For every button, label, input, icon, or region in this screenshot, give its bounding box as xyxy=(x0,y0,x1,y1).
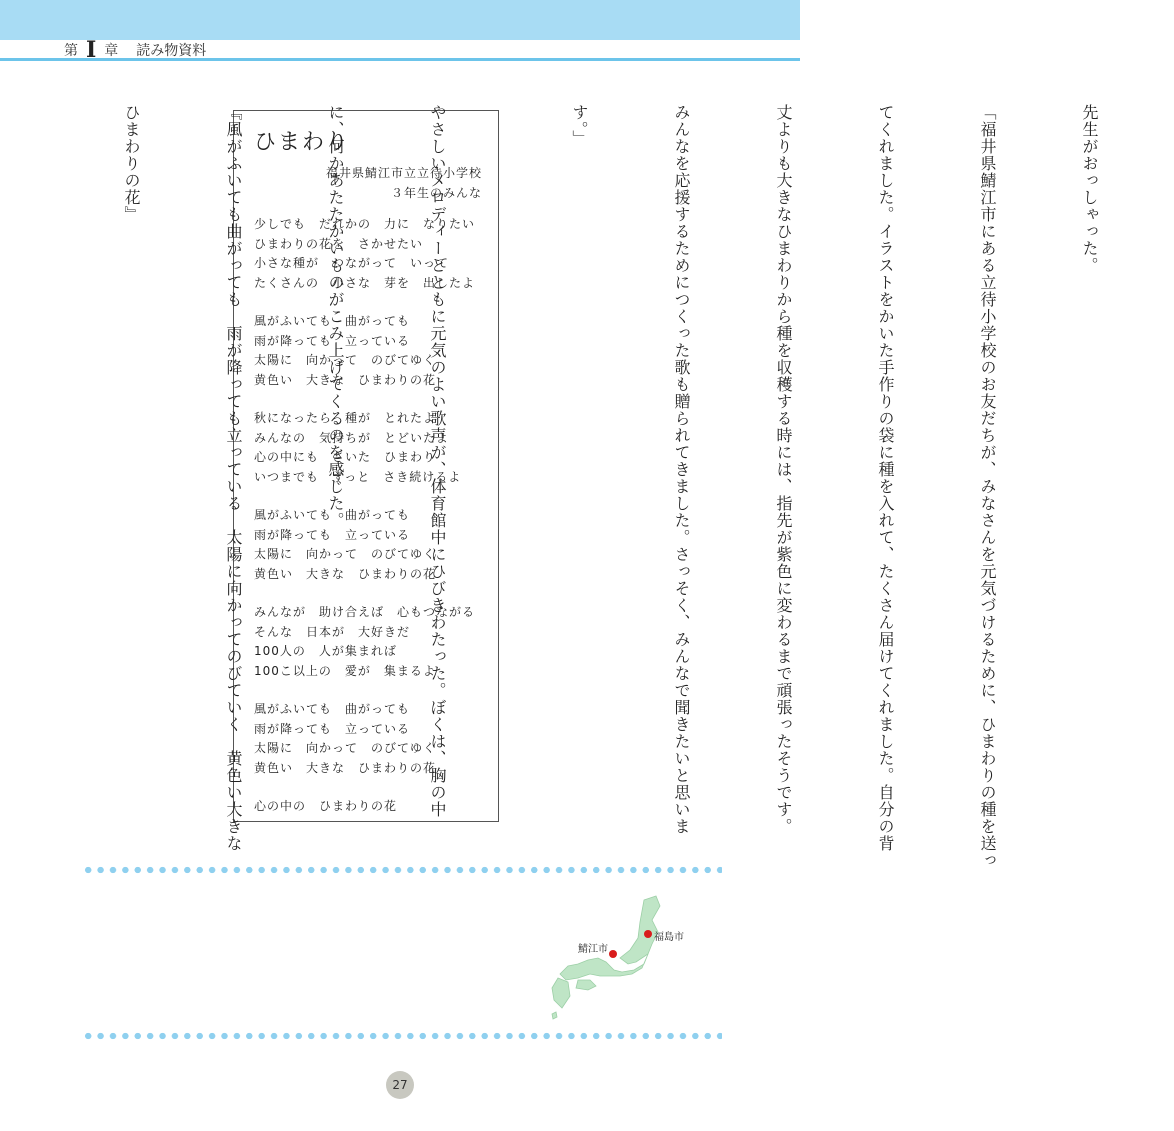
paragraph-line: ひまわりの花』 xyxy=(122,104,141,223)
poem-line: 黄色い 大きな ひまわりの花 xyxy=(254,566,437,581)
paragraph-line: に、何かあたたかいものがこみ上げてくるのを感じた。 xyxy=(326,104,345,529)
paragraph-line: てくれました。イラストをかいた手作りの袋に種を入れて、たくさん届けてくれました。自分の背 xyxy=(876,104,895,852)
poem-line: ひまわりの花を さかせたい xyxy=(254,236,424,251)
poem-line: いつまでも ずっと さき続けるよ xyxy=(254,469,462,484)
poem-line: 小さな種が つながって いって xyxy=(254,256,450,270)
japan-map xyxy=(548,892,718,1024)
paragraph-line: 先生がおっしゃった。 xyxy=(1080,104,1099,274)
poem-line: そんな 日本が 大好きだ xyxy=(254,624,411,639)
poem-line: みんなが 助け合えば 心もつながる xyxy=(254,605,476,619)
poem-line: 雨が降っても 立っている xyxy=(254,721,411,736)
poem-line: 風がふいても 曲がっても xyxy=(254,508,411,522)
poem-line: たくさんの 小さな 芽を 出したよ xyxy=(254,275,476,290)
paragraph-line: 『風がふいても曲がっても 雨が降っても立っている 太陽に向かってのびていく 黄色い大きな xyxy=(224,104,243,852)
section-title: 読み物資料 xyxy=(136,43,207,59)
paragraph-line: す。」 xyxy=(570,104,589,147)
poem-line: 黄色い 大きな ひまわりの花 xyxy=(254,372,437,387)
paragraph-line: 「福井県鯖江市にある立待小学校のお友だちが、みなさんを元気づけるために、ひまわりの種を送っ xyxy=(978,104,997,869)
sabae-marker xyxy=(609,950,617,958)
poem-line: 雨が降っても 立っている xyxy=(254,527,411,542)
poem-line: みんなの 気持ちが とどいたよ xyxy=(254,430,450,445)
poem-school: 福井県鯖江市立立待小学校 xyxy=(325,166,482,180)
poem-line: 100こ以上の 愛が 集まるよ xyxy=(254,663,436,678)
fukushima-label: 福島市 xyxy=(654,932,684,943)
dotted-divider-bottom xyxy=(82,1032,722,1040)
poem-line: 少しでも だれかの 力に なりたい xyxy=(254,217,476,231)
sabae-label: 鯖江市 xyxy=(578,944,608,955)
paragraph-line: 丈よりも大きなひまわりから種を収穫する時には、指先が紫色に変わるまで頑張ったそうです。 xyxy=(774,104,793,835)
story-text-left xyxy=(80,104,522,864)
poem-line: 100人の 人が集まれば xyxy=(254,644,397,658)
page-number: 27 xyxy=(386,1071,414,1099)
chapter-heading xyxy=(64,37,207,63)
poem-line: 黄色い 大きな ひまわりの花 xyxy=(254,760,437,775)
poem-line: 風がふいても 曲がっても xyxy=(254,314,411,328)
poem-line: 心の中の ひまわりの花 xyxy=(254,799,398,813)
fukushima-marker xyxy=(644,930,652,938)
poem-line: 心の中にも さいた ひまわり xyxy=(254,450,437,464)
poem-title: ひまわり xyxy=(254,130,351,155)
poem-line: 雨が降っても 立っている xyxy=(254,333,411,348)
chapter-prefix: 第 xyxy=(64,43,78,59)
poem-line: 太陽に 向かって のびてゆく xyxy=(254,741,437,755)
chapter-suffix: 章 xyxy=(104,43,119,59)
header-bar xyxy=(0,0,800,40)
poem-line: 風がふいても 曲がっても xyxy=(254,702,411,716)
poem-line: 秋になったら 種が とれたよ xyxy=(254,411,437,425)
chapter-number: I xyxy=(86,37,97,63)
japan-land xyxy=(552,896,660,1019)
dotted-divider-top xyxy=(82,866,722,874)
paragraph-line: やさしいメロディーとともに元気のよい歌声が、体育館中にひびきわたった。ぼくは、胸の中 xyxy=(428,104,447,818)
story-text-right xyxy=(528,104,1174,869)
poem-authors: ３年生のみんな xyxy=(390,186,482,200)
poem-line: 太陽に 向かって のびてゆく xyxy=(254,547,437,561)
poem-line: 太陽に 向かって のびてゆく xyxy=(254,353,437,367)
paragraph-line: みんなを応援するためにつくった歌も贈られてきました。さっそく、みんなで聞きたいと思いま xyxy=(672,104,691,835)
